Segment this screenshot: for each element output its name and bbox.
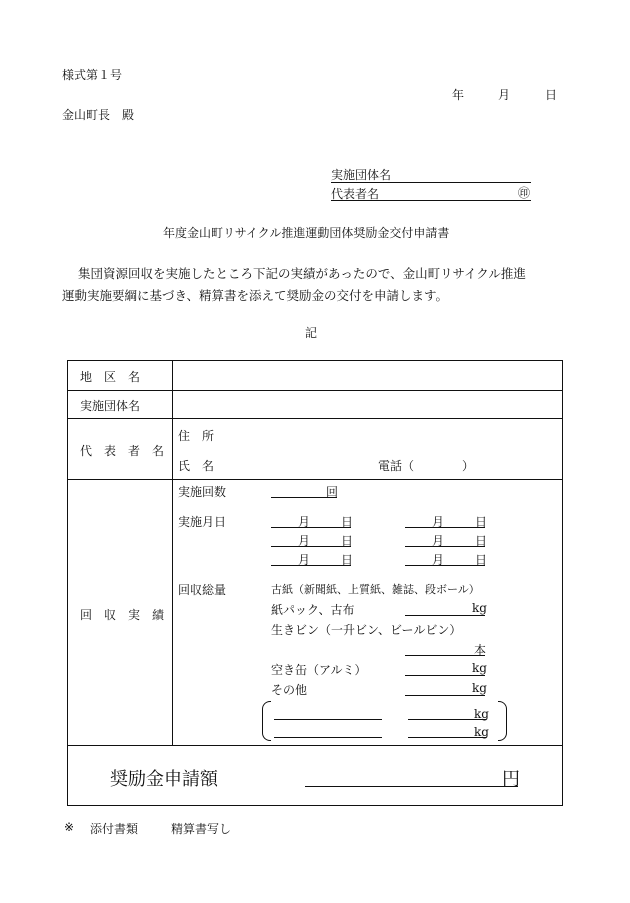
date-line[interactable] [271, 565, 351, 566]
paper-pack-label: 紙パック、古布 [271, 603, 355, 617]
paper-pack-line[interactable] [405, 615, 485, 616]
form-number: 様式第１号 [62, 68, 123, 82]
right-paren [498, 701, 507, 741]
subsidy-label: 奨励金申請額 [110, 769, 218, 790]
date-month: 月 [298, 553, 311, 567]
date-line[interactable] [405, 546, 485, 547]
date-day: 日 [475, 534, 488, 548]
attachment-value: 精算書写し [171, 822, 232, 836]
cans-line[interactable] [405, 675, 485, 676]
other-item-line[interactable] [274, 737, 382, 738]
left-paren [262, 701, 271, 741]
date-year: 年 [452, 88, 465, 102]
results-label: 回 収 実 績 [80, 608, 165, 622]
applicant-org-line [331, 182, 531, 183]
attachment-label: 添付書類 [90, 822, 139, 836]
kg-unit: kg [472, 681, 487, 695]
kg-unit: kg [472, 661, 487, 675]
count-unit: 回 [326, 485, 339, 499]
body-line-2: 運動実施要綱に基づき、精算書を添えて奨励金の交付を申請します。 [62, 288, 449, 303]
other-item-line[interactable] [274, 719, 382, 720]
other-label: その他 [271, 683, 308, 697]
date-day: 日 [341, 515, 354, 529]
kg-unit: kg [472, 601, 487, 615]
date-month: 月 [298, 515, 311, 529]
paper-label: 古紙（新聞紙、上質紙、雑誌、段ボール） [271, 583, 480, 596]
date-month: 月 [432, 553, 445, 567]
date-month: 月 [432, 534, 445, 548]
other-item-kg-line[interactable] [408, 719, 486, 720]
phone-label: 電話（ ） [378, 459, 475, 473]
ki-heading: 記 [305, 326, 318, 340]
district-value[interactable] [174, 363, 560, 389]
date-line[interactable] [405, 565, 485, 566]
dates-label: 実施月日 [178, 515, 227, 529]
address-label: 住 所 [178, 429, 215, 443]
other-line[interactable] [405, 695, 485, 696]
date-day: 日 [545, 88, 558, 102]
subsidy-unit: 円 [502, 769, 520, 790]
date-day: 日 [475, 515, 488, 529]
bottles-line[interactable] [405, 655, 485, 656]
document-title: 年度金山町リサイクル推進運動団体奨励金交付申請書 [163, 226, 450, 240]
date-day: 日 [341, 553, 354, 567]
date-month: 月 [432, 515, 445, 529]
attachment-mark: ※ [64, 820, 75, 834]
date-line[interactable] [271, 527, 351, 528]
seal-icon: ㊞ [518, 186, 531, 200]
date-month: 月 [298, 534, 311, 548]
kg-unit: kg [474, 707, 489, 721]
total-label: 回収総量 [178, 583, 227, 597]
bottles-label: 生きビン（一升ビン、ビールビン） [271, 623, 462, 637]
name-label: 氏 名 [178, 459, 215, 473]
subsidy-amount-line[interactable] [305, 786, 518, 787]
body-line-1: 集団資源回収を実施したところ下記の実績があったので、金山町リサイクル推進 [78, 266, 526, 281]
rep-label: 代 表 者 名 [80, 444, 165, 458]
bottles-unit: 本 [474, 643, 487, 657]
applicant-rep-line [331, 200, 531, 201]
application-table [67, 360, 563, 806]
date-month: 月 [498, 88, 511, 102]
kg-unit: kg [474, 725, 489, 739]
cans-label: 空き缶（アルミ） [271, 663, 367, 677]
applicant-org-label: 実施団体名 [331, 168, 392, 182]
org-label: 実施団体名 [80, 399, 141, 413]
date-day: 日 [341, 534, 354, 548]
applicant-rep-label: 代表者名 [331, 187, 380, 201]
count-label: 実施回数 [178, 485, 227, 499]
district-label: 地 区 名 [80, 370, 141, 384]
other-item-kg-line[interactable] [408, 737, 486, 738]
date-day: 日 [475, 553, 488, 567]
date-line[interactable] [271, 546, 351, 547]
org-value[interactable] [174, 392, 560, 417]
addressee: 金山町長 殿 [62, 108, 135, 122]
date-line[interactable] [405, 527, 485, 528]
